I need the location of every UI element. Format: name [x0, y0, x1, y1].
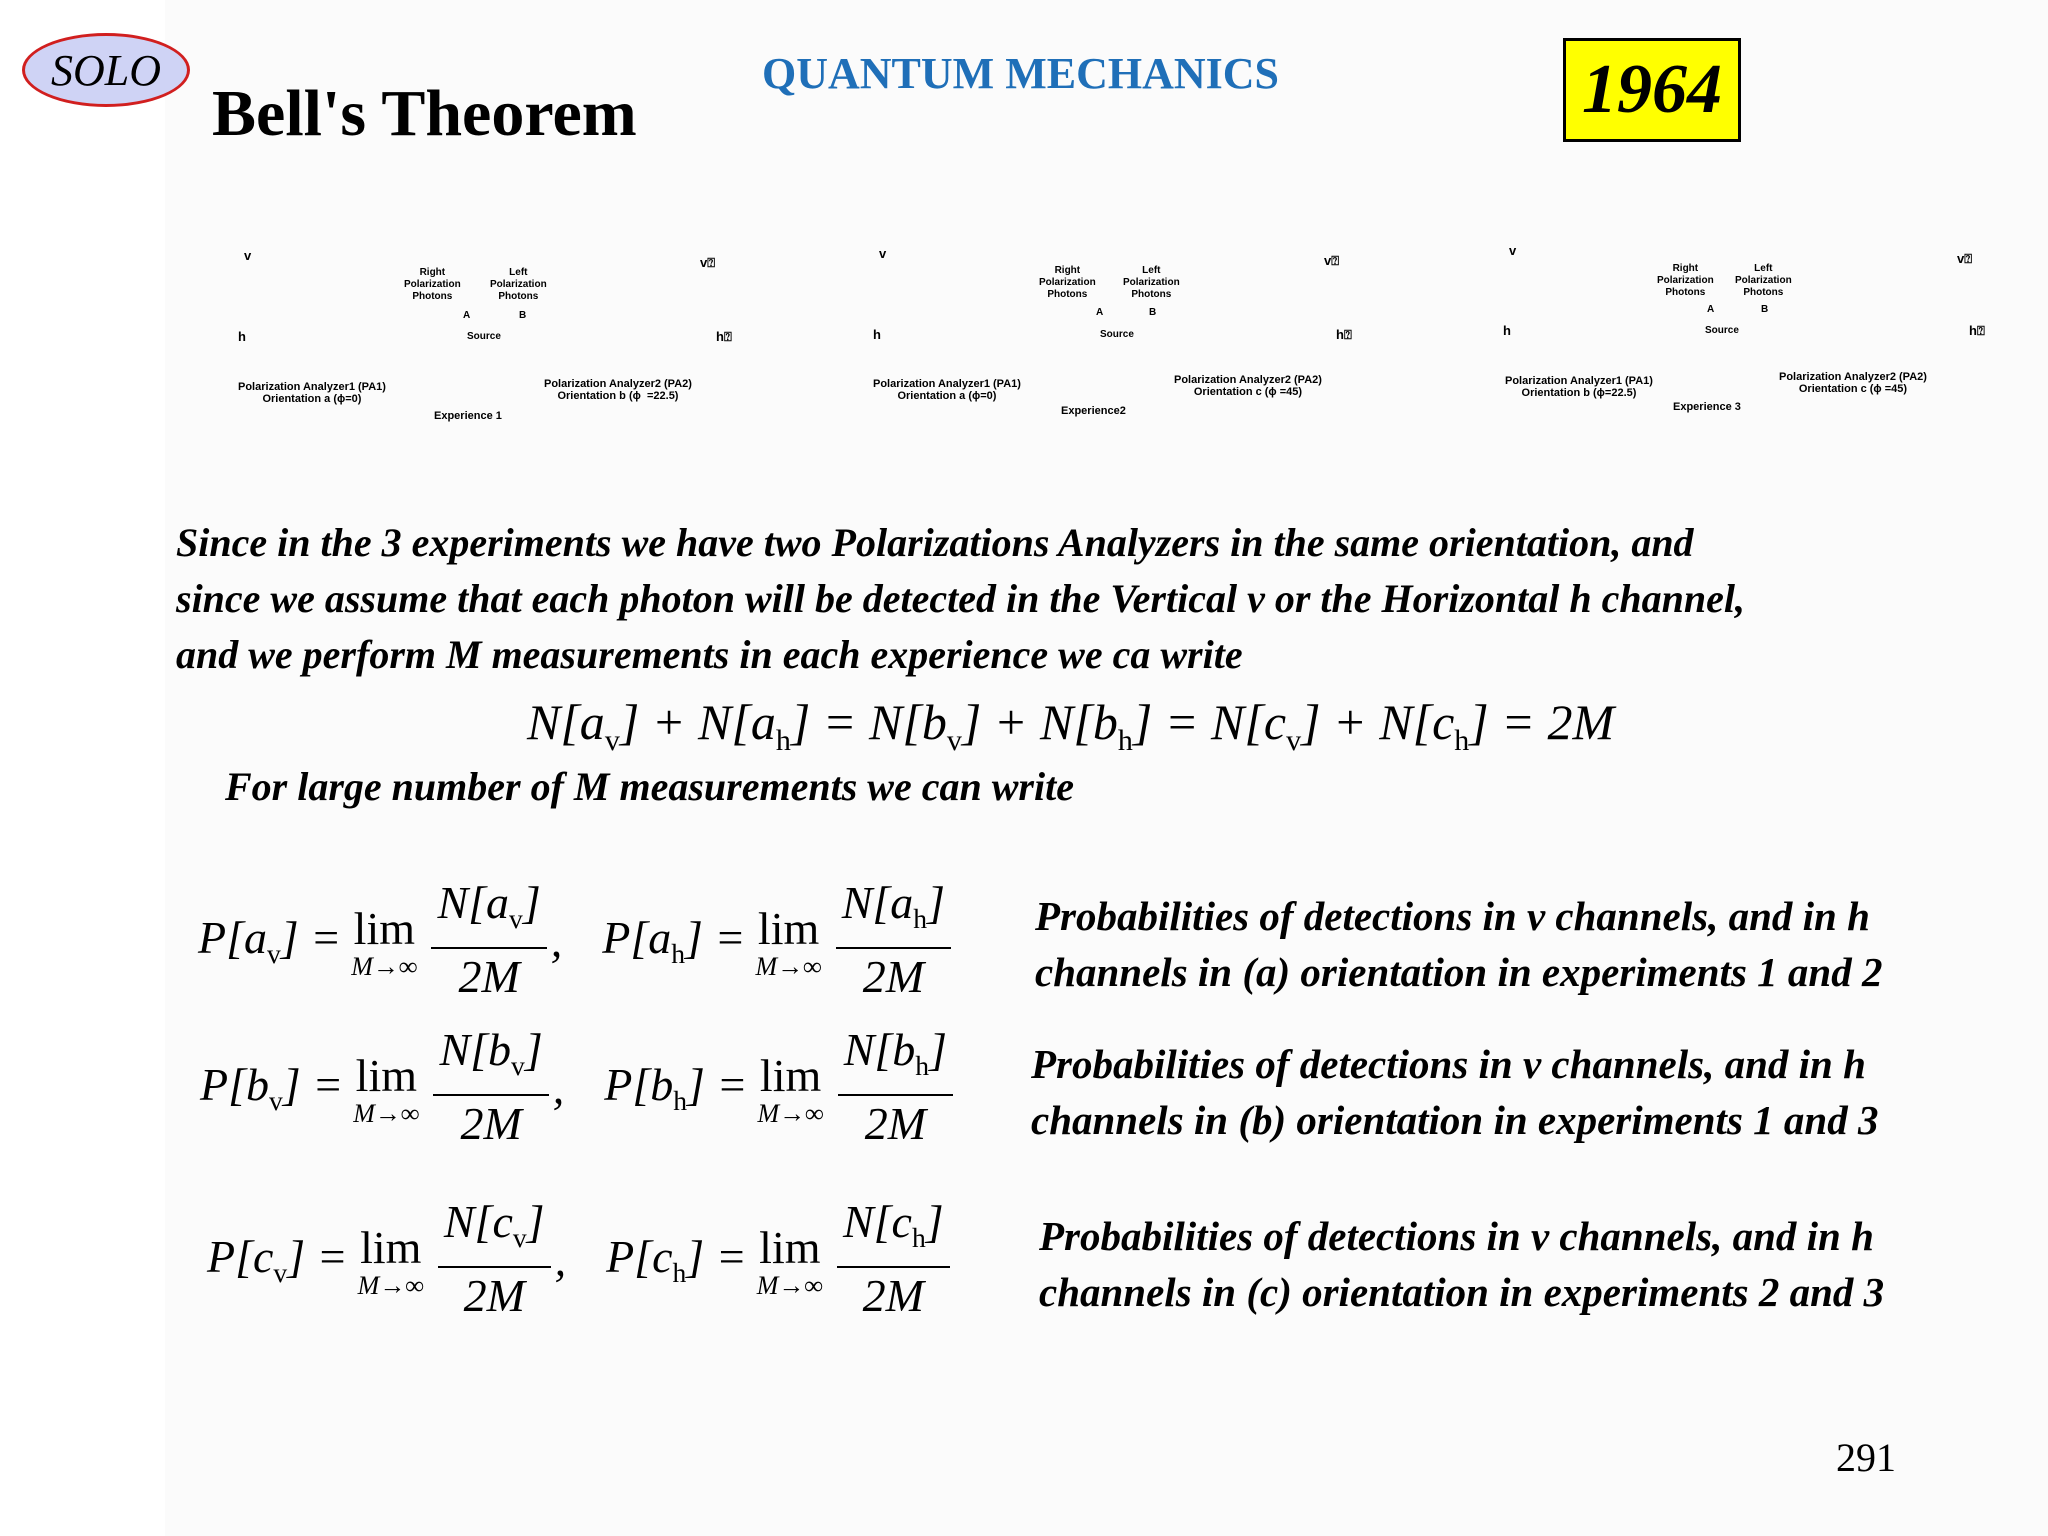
eq-a-left: $P[a_v]$ =	[198, 911, 342, 969]
eq-b-frac2: $\frac{N[b_h]}{2M}$	[838, 1022, 953, 1152]
eq-c-frac2: $\frac{N[c_h]}{2M}$	[837, 1194, 950, 1324]
desc-b-line-2: channels in (b) orientation in experiments 1 and 3	[1031, 1097, 1879, 1143]
exp2-h-label: h	[873, 327, 881, 342]
year-badge	[1563, 38, 1741, 142]
exp1-name: Experience 1	[434, 410, 502, 422]
desc-b	[1031, 1036, 1878, 1148]
exp2-a-label: A	[1096, 307, 1104, 318]
solo-text: SOLO	[50, 45, 162, 95]
exp2-b-label: B	[1149, 307, 1157, 318]
exp2-source: Source	[1100, 329, 1134, 340]
exp2-v-label: v	[879, 246, 887, 261]
eq-b-lim1: lim M→∞	[353, 1049, 420, 1128]
experiment-1-diagram	[228, 245, 748, 435]
exp2-left-photons: Left Polarization Photons	[1123, 265, 1180, 300]
exp2-h2-label: h⍰	[1336, 327, 1352, 342]
exp1-right-photons: Right Polarization Photons	[404, 267, 461, 302]
desc-c-line-2: channels in (c) orientation in experiments 2 and 3	[1039, 1269, 1885, 1315]
exp1-h-label: h	[238, 329, 246, 344]
equation-row-c: $P[c_v]$ = lim M→∞ $\frac{N[c_v]}{2M}$ , $P[c_h]$ = lim M→∞ $\frac{N[c_h]}{2M}$	[207, 1194, 954, 1324]
eq-a-lim1: lim M→∞	[351, 902, 418, 981]
exp3-name: Experience 3	[1673, 401, 1741, 413]
exp1-v-label: v	[244, 248, 252, 263]
eq-a-right: $P[a_h]$ =	[602, 911, 746, 969]
exp1-b-label: B	[519, 310, 527, 321]
exp3-h2-label: h⍰	[1969, 323, 1985, 338]
eq-b-left: $P[b_v]$ =	[200, 1058, 344, 1116]
exp2-pa2: Polarization Analyzer2 (PA2) Orientation c (ϕ =45)	[1174, 374, 1322, 398]
eq-b-frac1: $\frac{N[b_v]}{2M}$	[433, 1022, 548, 1152]
desc-c-line-1: Probabilities of detections in v channels, and in h	[1039, 1213, 1874, 1259]
exp3-a-label: A	[1707, 304, 1715, 315]
exp2-v2-label: v⍰	[1324, 253, 1340, 268]
large-m-text: For large number of M measurements we can write	[225, 764, 1074, 809]
solo-logo	[22, 33, 190, 107]
eq-c-frac1: $\frac{N[c_v]}{2M}$	[438, 1194, 551, 1324]
exp1-left-photons: Left Polarization Photons	[490, 267, 547, 302]
desc-a	[1035, 888, 1882, 1000]
exp3-pa1: Polarization Analyzer1 (PA1) Orientation b (ϕ=22.5)	[1505, 375, 1653, 399]
exp1-pa2: Polarization Analyzer2 (PA2) Orientation b (ϕ =22.5)	[544, 378, 692, 402]
eq-a-frac1: $\frac{N[a_v]}{2M}$	[431, 875, 546, 1005]
desc-a-line-2: channels in (a) orientation in experiments 1 and 2	[1035, 949, 1883, 995]
exp1-pa1: Polarization Analyzer1 (PA1) Orientation a (ϕ=0)	[238, 381, 386, 405]
exp2-pa1: Polarization Analyzer1 (PA1) Orientation a (ϕ=0)	[873, 378, 1021, 402]
paragraph-line-1: Since in the 3 experiments we have two Polarizations Analyzers in the same orientation, and	[176, 520, 1694, 565]
exp2-name: Experience2	[1061, 405, 1126, 417]
page-title: Bell's Theorem	[212, 77, 637, 150]
desc-c	[1039, 1208, 1884, 1320]
exp3-left-photons: Left Polarization Photons	[1735, 263, 1792, 298]
year-text: 1964	[1582, 51, 1722, 128]
paragraph-line-3: and we perform M measurements in each experience we ca write	[176, 632, 1243, 677]
exp3-v2-label: v⍰	[1957, 251, 1973, 266]
exp2-right-photons: Right Polarization Photons	[1039, 265, 1096, 300]
equation-row-b: $P[b_v]$ = lim M→∞ $\frac{N[b_v]}{2M}$ , $P[b_h]$ = lim M→∞ $\frac{N[b_h]}{2M}$	[200, 1022, 957, 1152]
intro-paragraph	[176, 515, 2016, 683]
equation-row-a: $P[a_v]$ = lim M→∞ $\frac{N[a_v]}{2M}$ , $P[a_h]$ = lim M→∞ $\frac{N[a_h]}{2M}$	[198, 875, 955, 1005]
desc-b-line-1: Probabilities of detections in v channels, and in h	[1031, 1041, 1866, 1087]
eq-a-frac2: $\frac{N[a_h]}{2M}$	[836, 875, 951, 1005]
exp3-b-label: B	[1761, 304, 1769, 315]
eq-b-lim2: lim M→∞	[757, 1049, 824, 1128]
sum-equation: $N[a_v] + N[a_h] = N[b_v] + N[b_h] = N[c_v] + N[c_h] = 2M$	[527, 694, 1615, 757]
eq-b-right: $P[b_h]$ =	[604, 1058, 748, 1116]
desc-a-line-1: Probabilities of detections in v channels, and in h	[1035, 893, 1870, 939]
eq-c-lim1: lim M→∞	[357, 1221, 424, 1300]
exp3-right-photons: Right Polarization Photons	[1657, 263, 1714, 298]
exp1-source: Source	[467, 331, 501, 342]
exp3-source: Source	[1705, 325, 1739, 336]
exp3-pa2: Polarization Analyzer2 (PA2) Orientation c (ϕ =45)	[1779, 371, 1927, 395]
exp1-a-label: A	[463, 310, 471, 321]
exp3-h-label: h	[1503, 323, 1511, 338]
eq-c-left: $P[c_v]$ =	[207, 1230, 348, 1288]
experiment-2-diagram	[863, 245, 1383, 435]
exp1-v2-label: v⍰	[700, 255, 716, 270]
eq-c-right: $P[c_h]$ =	[606, 1230, 747, 1288]
subject-heading: QUANTUM MECHANICS	[762, 49, 1279, 98]
exp3-v-label: v	[1509, 243, 1517, 258]
eq-a-lim2: lim M→∞	[755, 902, 822, 981]
paragraph-line-2: since we assume that each photon will be detected in the Vertical v or the Horizontal h channel,	[176, 576, 1745, 621]
exp1-h2-label: h⍰	[716, 329, 732, 344]
page-number: 291	[1836, 1435, 1896, 1480]
experiment-3-diagram	[1493, 245, 2013, 435]
eq-c-lim2: lim M→∞	[756, 1221, 823, 1300]
